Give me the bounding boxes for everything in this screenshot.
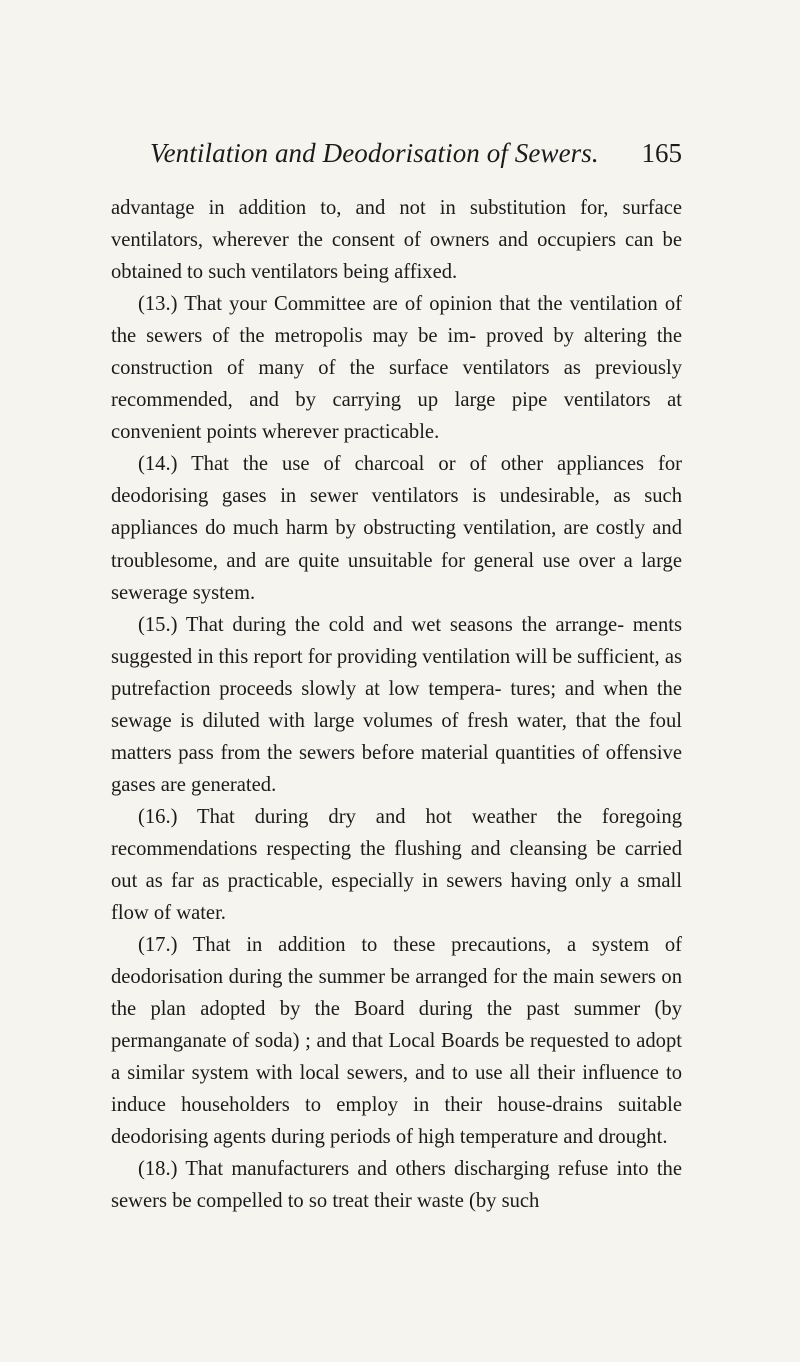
- paragraph-17: (17.) That in addition to these precautions, a system of deodorisation during the summer be arranged for the main sewers on the plan adopted by the Board during the past summer (by permanganate of soda) ; and that Local Boards be requested to adopt a similar system with local sewers, and to use all their influence to induce householders to employ in their house-drains suitable deodorising agents during periods of high temperature and drought.: [111, 934, 682, 1149]
- paragraph-continuation: advantage in addition to, and not in substitution for, surface ventilators, wherever the consent of owners and occupiers can be obtained to such ventilators being affixed.: [111, 197, 682, 284]
- paragraph-14: (14.) That the use of charcoal or of other appliances for deodorising gases in sewer ventilators is undesirable, as such appliances do much harm by obstructing ventilation, are costly and troublesome, and are quite unsuitable for general use over a large sewerage system.: [111, 453, 682, 604]
- paragraph-16: (16.) That during dry and hot weather the foregoing recommendations respecting the flushing and cleansing be carried out as far as practicable, especially in sewers having only a small flow of water.: [111, 805, 682, 925]
- paragraph-15: (15.) That during the cold and wet seasons the arrange- ments suggested in this report for providing ventilation will be sufficient, as putrefaction proceeds slowly at low tempera- tures; and when the sewage is diluted with large volumes of fresh water, that the foul matters pass from the sewers before material quantities of offensive gases are generated.: [111, 613, 682, 796]
- page-number: 165: [641, 138, 682, 168]
- paragraph-13: (13.) That your Committee are of opinion that the ventilation of the sewers of the metropolis may be im- proved by altering the construction of many of the surface ventilators as previously recommended, and by carrying up large pipe ventilators at convenient points wherever practicable.: [111, 293, 682, 444]
- paragraph-18: (18.) That manufacturers and others discharging refuse into the sewers be compelled to so treat their waste (by such: [111, 1158, 682, 1213]
- body-text: [111, 192, 682, 1218]
- running-title: Ventilation and Deodorisation of Sewers.: [150, 138, 599, 168]
- running-header: [150, 138, 682, 178]
